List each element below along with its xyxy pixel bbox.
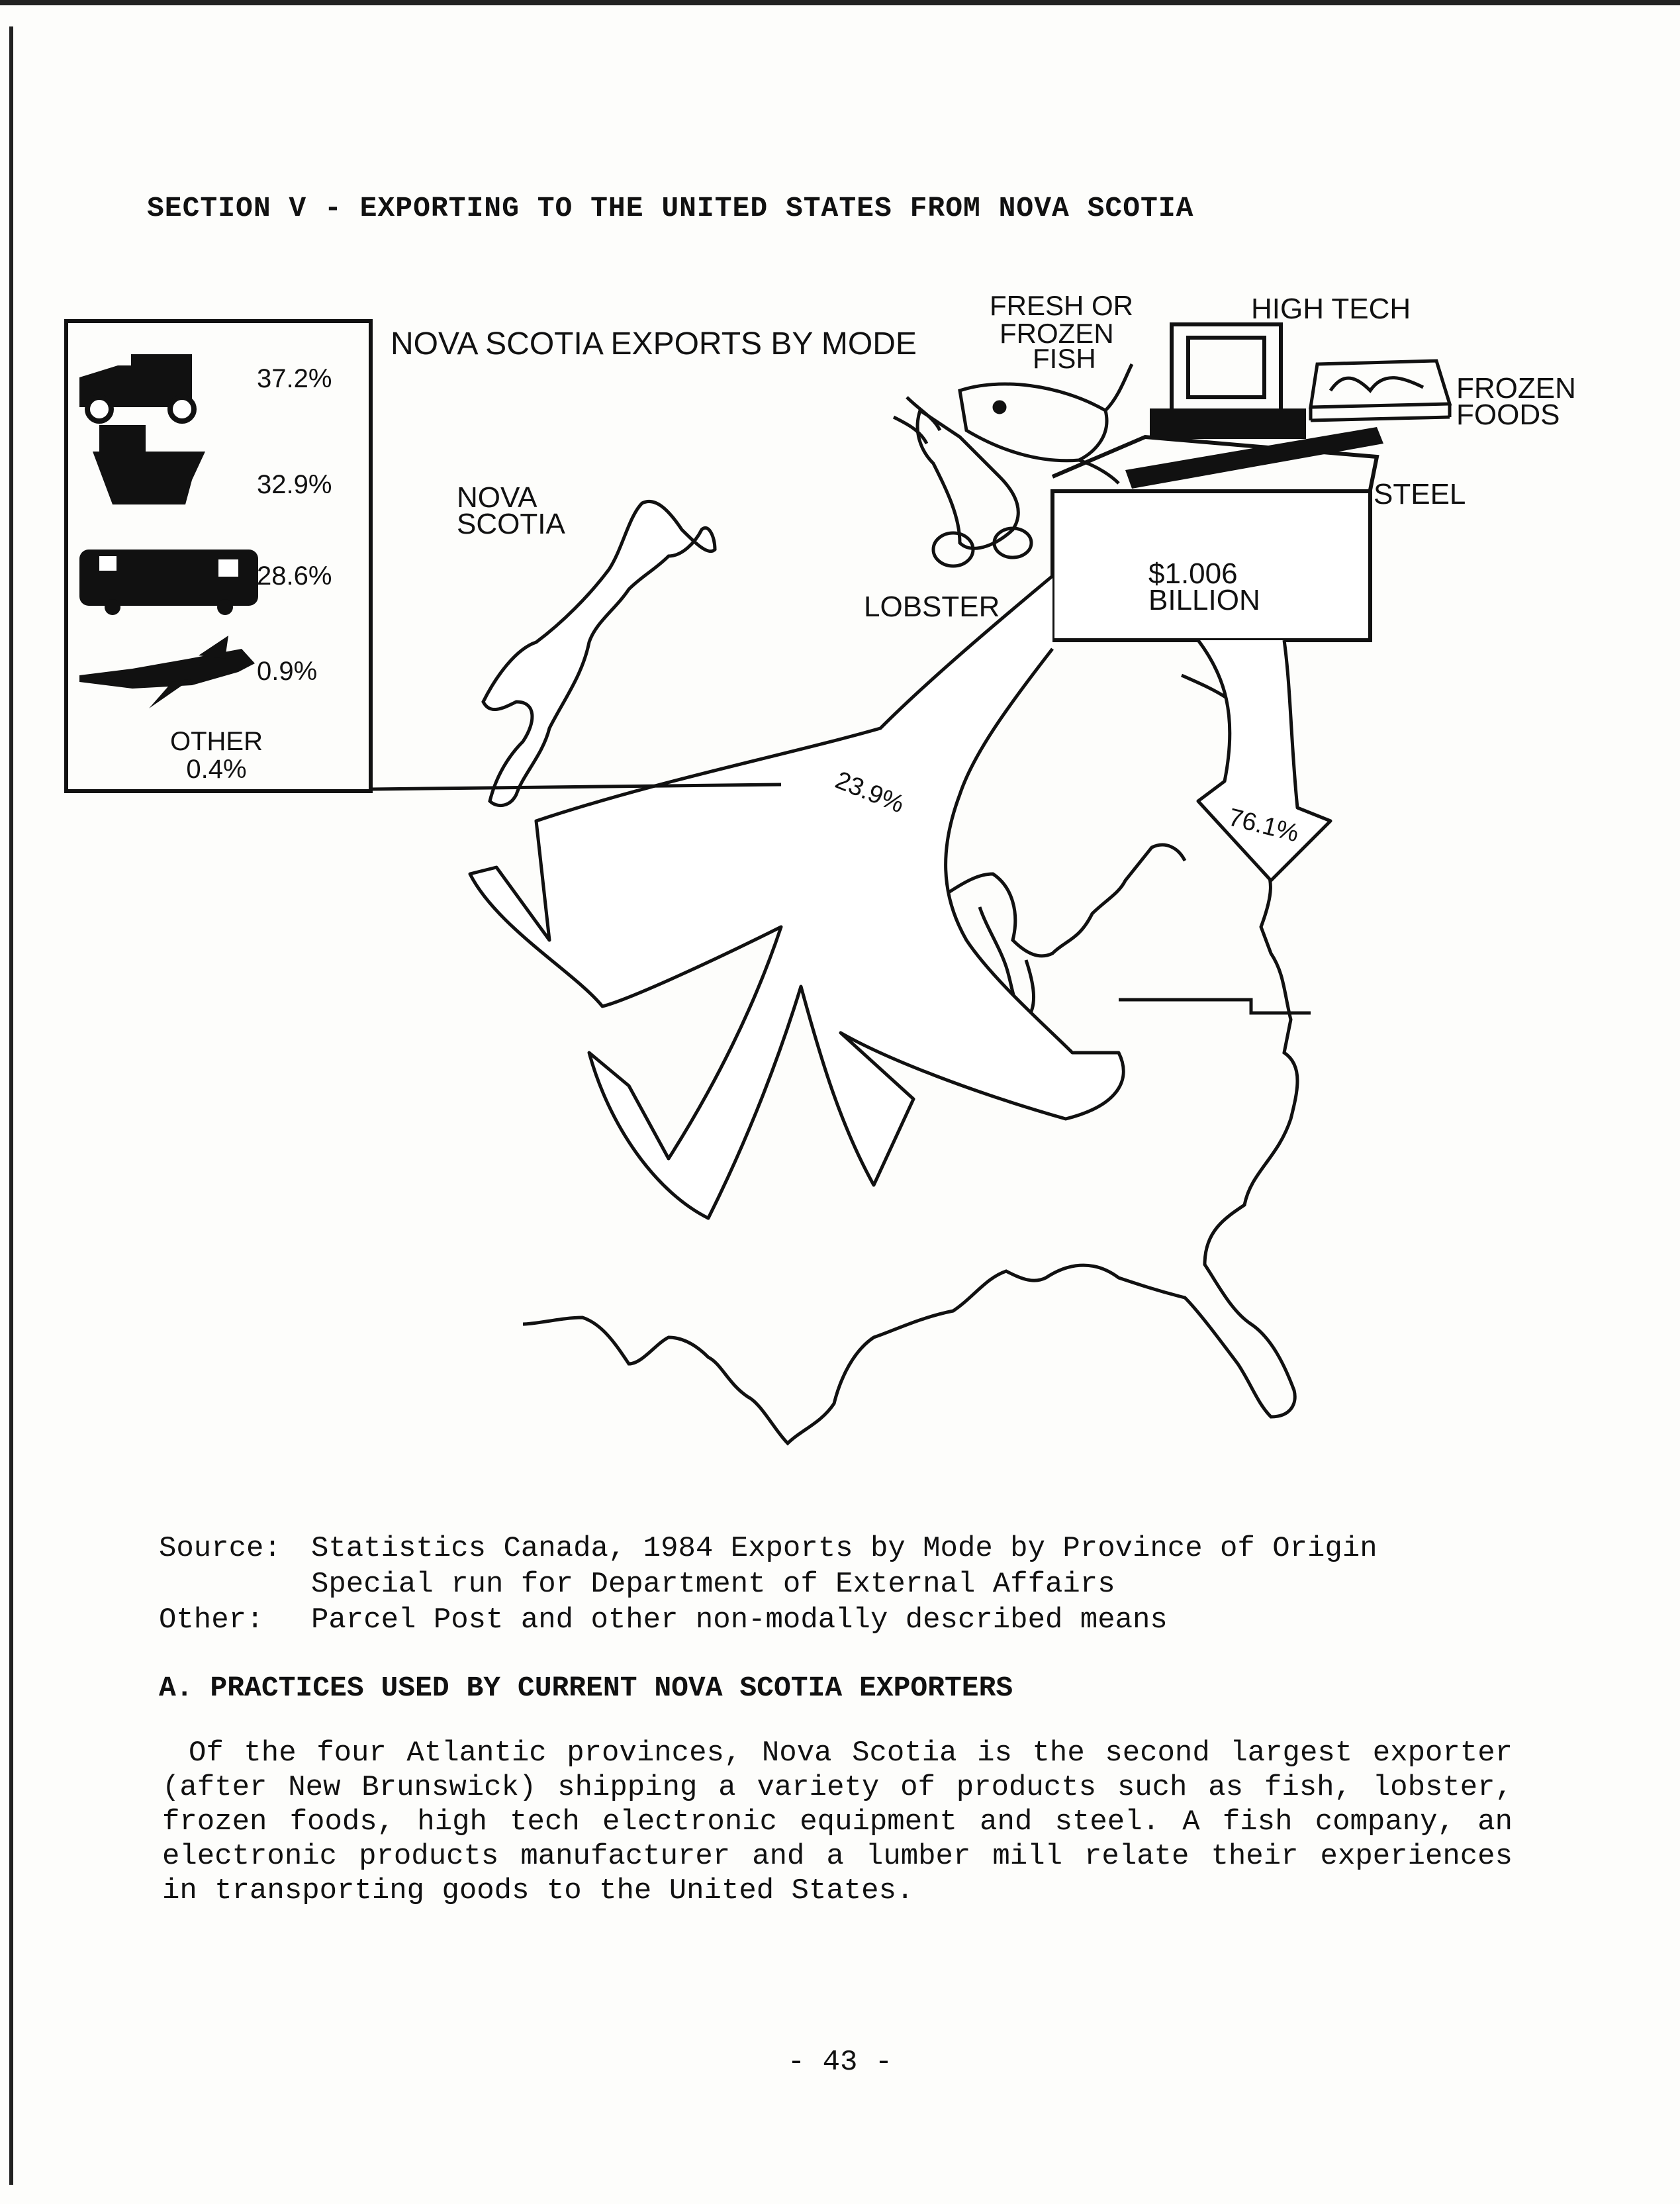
flow-east-share: 76.1% xyxy=(1225,803,1302,848)
figure-drawing xyxy=(60,278,1648,1523)
exports-figure xyxy=(60,278,1648,1523)
truck-share: 37.2% xyxy=(257,364,332,393)
high-tech-label: HIGH TECH xyxy=(1251,293,1411,325)
total-value-2: BILLION xyxy=(1148,584,1260,616)
other-key: Other: xyxy=(159,1604,264,1637)
air-share: 0.9% xyxy=(257,657,318,686)
other-share: 0.4% xyxy=(186,755,247,784)
arrow-east xyxy=(1198,640,1330,881)
train-share: 28.6% xyxy=(257,561,332,591)
nova-scotia-label-2: SCOTIA xyxy=(457,508,565,540)
fish-label-1: FRESH OR xyxy=(990,290,1134,321)
lobster-label: LOBSTER xyxy=(864,591,1000,623)
airplane-icon xyxy=(79,636,255,708)
frozen-foods-label-2: FOODS xyxy=(1456,399,1560,431)
body-paragraph: Of the four Atlantic provinces, Nova Scotia is the second largest exporter (after New Brunswick) shipping a variety of products such as fish, lobster, frozen foods, high tech electronic equipment and steel. A fish company, an electronic products manufacturer and a lumber mill relate their experiences in transporting goods to the United States. xyxy=(162,1737,1513,1907)
source-line-1: Statistics Canada, 1984 Exports by Mode by Province of Origin xyxy=(311,1532,1377,1565)
section-heading: SECTION V - EXPORTING TO THE UNITED STATES FROM NOVA SCOTIA xyxy=(147,192,1194,224)
source-notes xyxy=(159,1531,1377,1638)
figure-title: NOVA SCOTIA EXPORTS BY MODE xyxy=(391,326,917,361)
lobster-icon xyxy=(894,397,1031,566)
page-number: - 43 - xyxy=(787,2046,893,2079)
train-icon xyxy=(79,550,258,615)
truck-icon xyxy=(79,354,194,421)
total-value-1: $1.006 xyxy=(1148,557,1238,590)
subheading: A. PRACTICES USED BY CURRENT NOVA SCOTIA EXPORTERS xyxy=(159,1672,1013,1704)
nova-scotia-shape xyxy=(483,501,715,805)
ship-share: 32.9% xyxy=(257,470,332,499)
steel-label: STEEL xyxy=(1374,478,1466,510)
frozen-foods-label-1: FROZEN xyxy=(1456,372,1576,405)
computer-icon xyxy=(1152,324,1304,437)
state-line xyxy=(1119,1000,1311,1013)
source-line-2: Special run for Department of External Affairs xyxy=(311,1568,1115,1601)
fish-label-2: FROZEN xyxy=(1000,318,1114,349)
ship-icon xyxy=(93,425,205,504)
source-key: Source: xyxy=(159,1532,281,1565)
flow-west-share: 23.9% xyxy=(831,766,908,819)
other-text: Parcel Post and other non-modally described means xyxy=(311,1604,1168,1637)
nova-scotia-label-1: NOVA xyxy=(457,481,537,514)
frozen-food-icon xyxy=(1311,361,1450,420)
scan-edge-left xyxy=(9,26,13,2185)
scan-edge-top xyxy=(0,0,1680,5)
fish-icon xyxy=(960,364,1132,483)
fish-label-3: FISH xyxy=(1033,343,1096,374)
other-label: OTHER xyxy=(170,727,263,756)
